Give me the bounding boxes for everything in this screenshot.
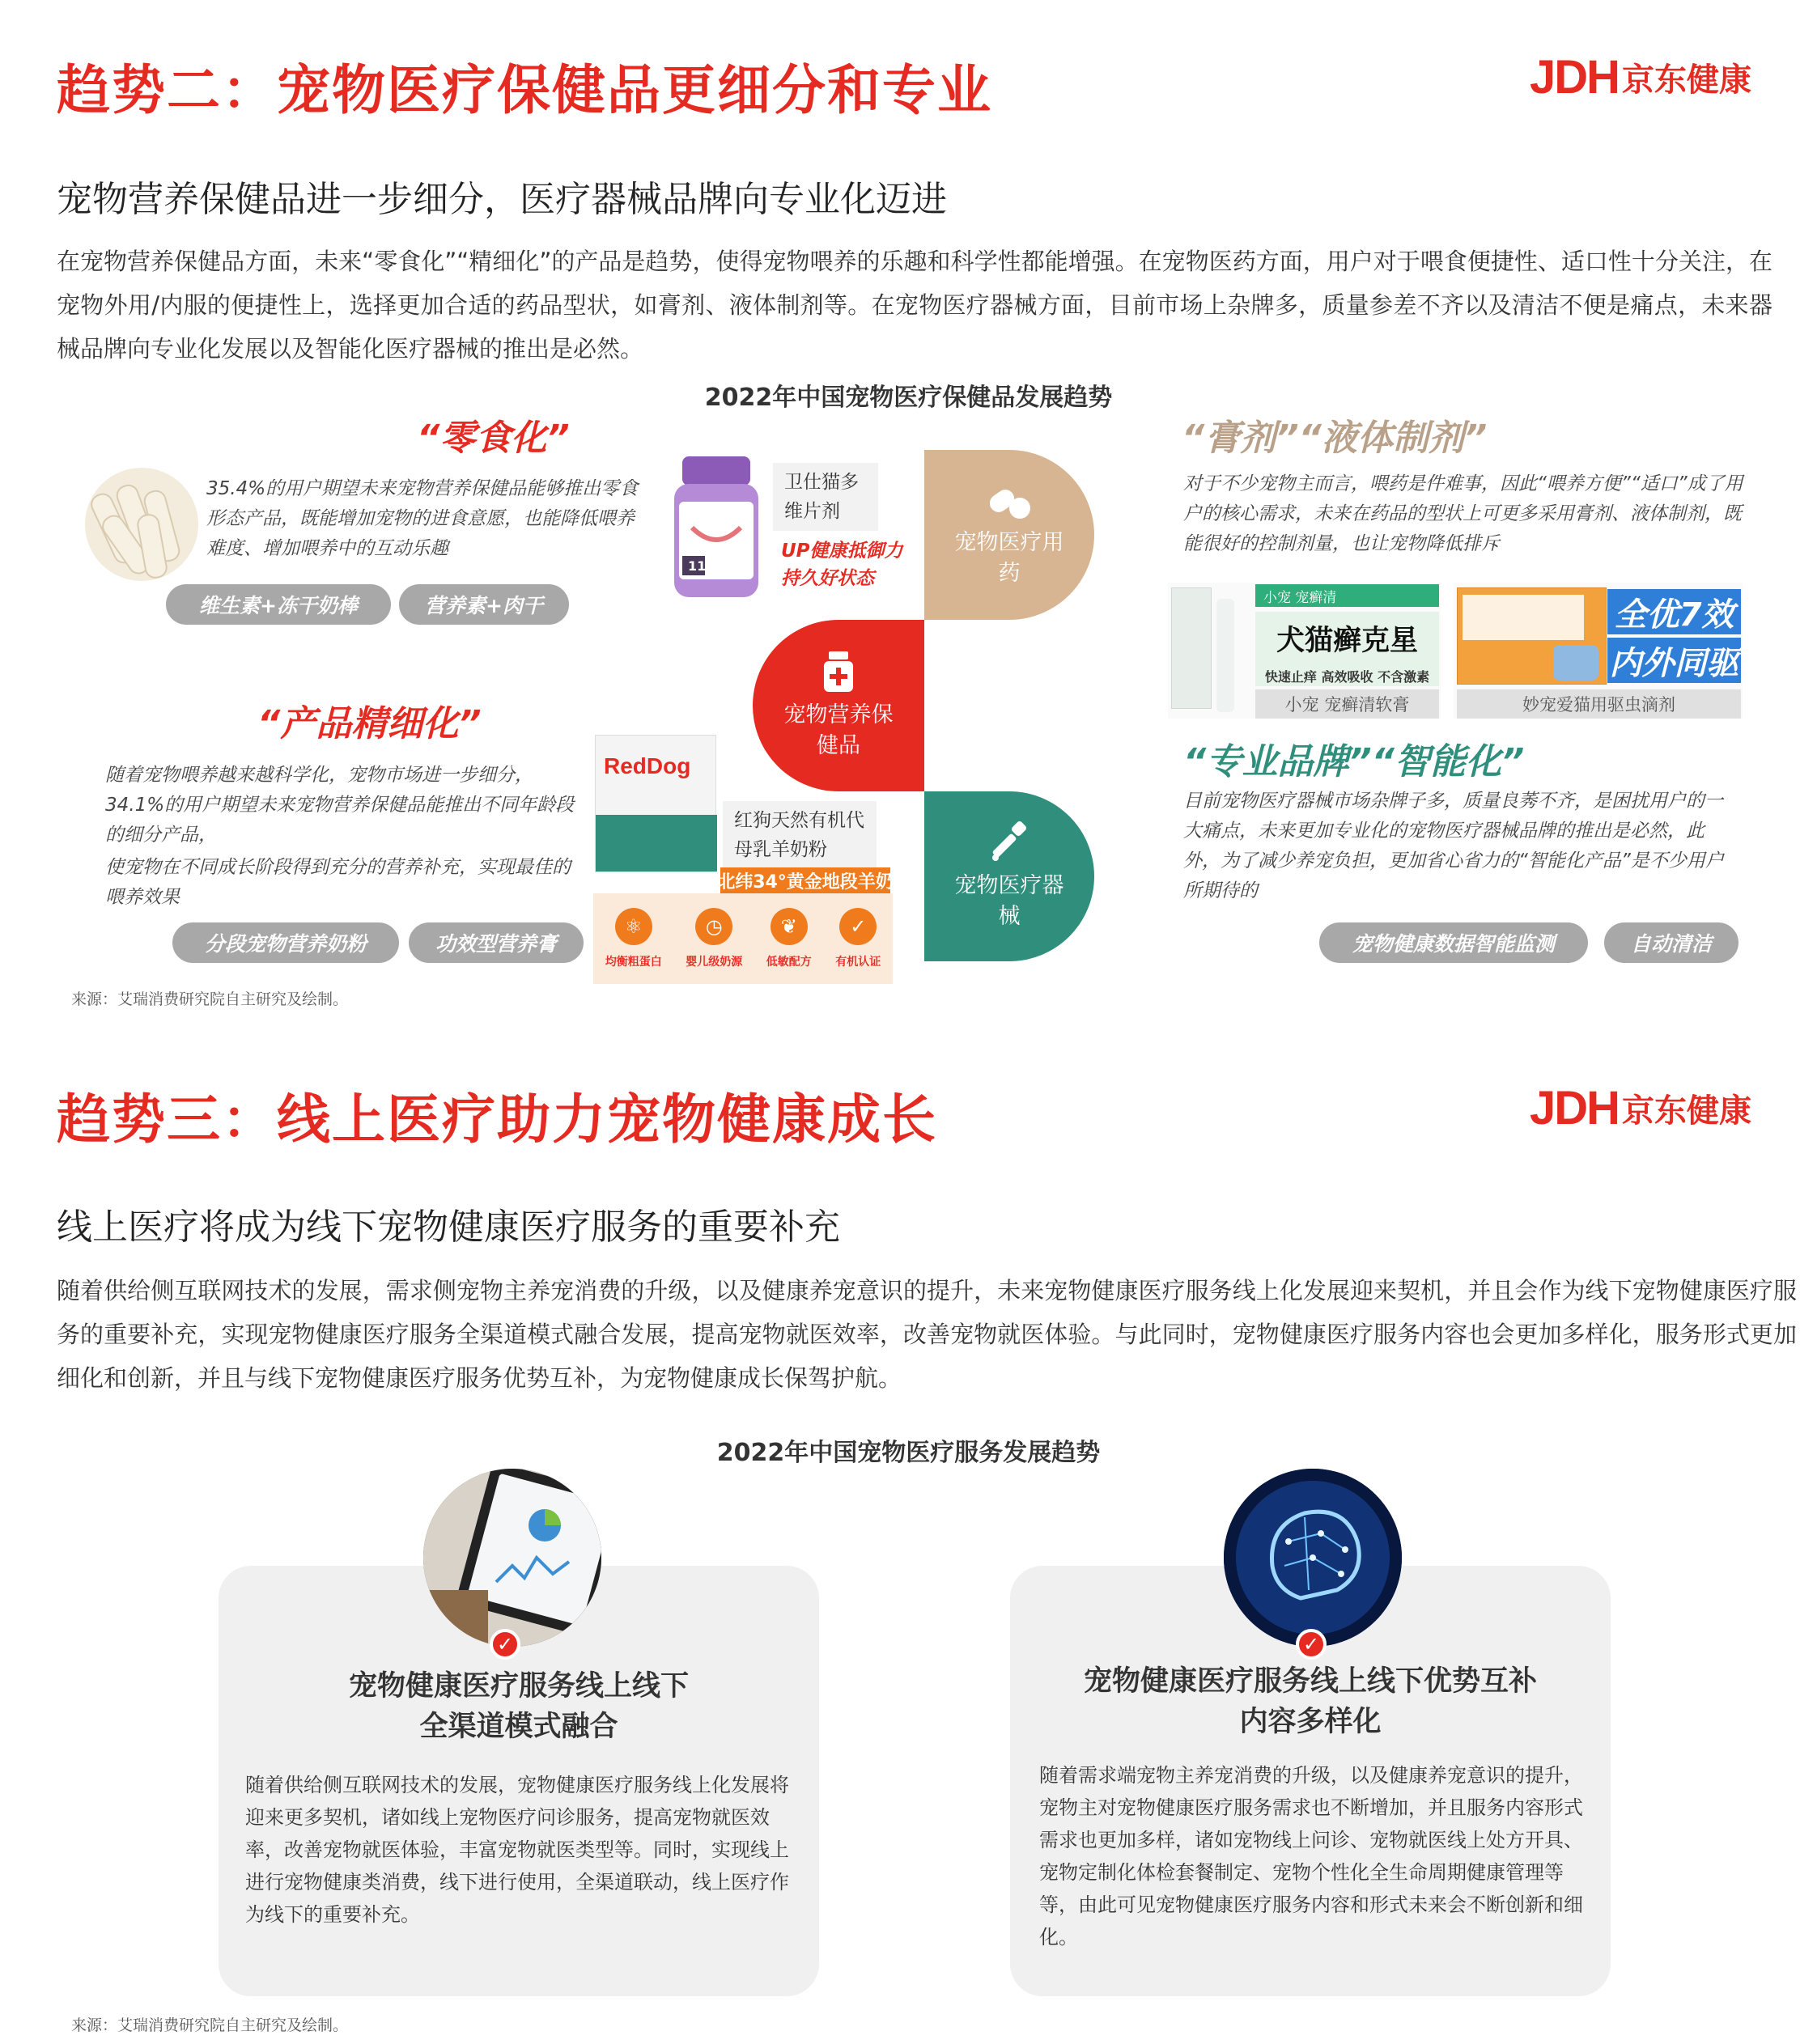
feature-infant-milk xyxy=(686,908,742,969)
nutrition-label: 宠物营养保健品 xyxy=(783,702,894,758)
section2-subhead: 宠物营养保健品进一步细分，医疗器械品牌向专业化迈进 xyxy=(57,179,947,220)
refine-text-1: 随着宠物喂养越来越科学化，宠物市场进一步细分，34.1%的用户期望未来宠物营养保健品能推出不同年龄段的细分产品， xyxy=(105,765,575,846)
reddog-box-image xyxy=(595,735,716,872)
check-icon: ✓ xyxy=(1296,1629,1327,1660)
dropper-box xyxy=(1457,587,1607,685)
feature-protein xyxy=(605,908,662,969)
pill-vitamin-milk-stick: 维生素+冻干奶棒 xyxy=(166,584,391,625)
jdh-logo-mark: JDH xyxy=(1530,51,1620,104)
reddog-brand: RedDog xyxy=(604,753,691,778)
snack-text: 35.4%的用户期望未来宠物营养保健品能够推出零食形态产品，既能增加宠物的进食意愿，也能降低喂养难度、增加喂养中的互动乐趣 xyxy=(206,478,639,559)
feature-label: 婴儿级奶源 xyxy=(686,956,743,969)
device-half-circle xyxy=(924,791,1094,961)
check-icon: ✓ xyxy=(490,1629,520,1660)
goat-milk-banner: 北纬34°黄金地段羊奶 xyxy=(720,867,890,893)
product1-label: 卫仕猫多维片剂 xyxy=(773,463,878,531)
ointment-name: 犬猫癣克星 xyxy=(1255,612,1439,665)
feature-label: 有机认证 xyxy=(835,956,881,969)
pills-icon xyxy=(986,481,1033,521)
cat-vitamin-bottle-image xyxy=(668,455,765,600)
paste-heading: “膏剂”“液体制剂” xyxy=(1182,418,1488,459)
ai-brain-image xyxy=(1224,1469,1402,1647)
section3-title: 趋势三：线上医疗助力宠物健康成长 xyxy=(57,1088,937,1151)
leaf-icon: ❦ xyxy=(771,908,808,945)
medicine-label: 宠物医疗用药 xyxy=(954,530,1064,586)
feature-low-allergy xyxy=(766,908,812,969)
ointment-tube xyxy=(1216,599,1234,712)
dropper-box-label xyxy=(1463,595,1584,640)
reddog-box-band xyxy=(596,815,717,871)
medicine-bottle-icon xyxy=(822,650,855,693)
section2-paragraph: 在宠物营养保健品方面，未来“零食化”“精细化”的产品是趋势，使得宠物喂养的乐趣和科学性都能增强。在宠物医药方面，用户对于喂食便捷性、适口性十分关注，在宠物外用/内服的便捷性上，选择更加合适的药品型状，如膏剂、液体制剂等。在宠物医疗器械方面，目前市场上杂牌多，质量参差不齐以及清洁不便是痛点，未来器械品牌向专业化发展以及智能化医疗器械的推出是必然。 xyxy=(57,248,1772,363)
dropper-big-text-2: 内外同驱 xyxy=(1607,638,1741,683)
jdh-logo-text: 京东健康 xyxy=(1622,1092,1752,1130)
pro-brand-heading: “专业品牌”“智能化” xyxy=(1183,741,1525,782)
bottle-number: 11 xyxy=(688,558,707,574)
section2-chart-title: 2022年中国宠物医疗保健品发展趋势 xyxy=(704,384,1113,412)
molecule-icon: ⚛ xyxy=(615,908,652,945)
pill-nutrient-jerky: 营养素+肉干 xyxy=(399,584,569,625)
timer-icon: ◷ xyxy=(695,908,732,945)
device-label: 宠物医疗器械 xyxy=(954,873,1064,929)
card-left-title-1: 宠物健康医疗服务线上线下 xyxy=(348,1670,689,1703)
shield-check-icon: ✓ xyxy=(839,908,877,945)
card-right-text: 随着需求端宠物主养宠消费的升级，以及健康养宠意识的提升，宠物主对宠物健康医疗服务需求也不断增加，并且服务内容形式需求也更加多样，诸如宠物线上问诊、宠物就医线上处方开具、宠物定制化体检套餐制定、宠物个性化全生命周期健康管理等等，由此可见宠物健康医疗服务内容和形式未来会不断创新和细化。 xyxy=(1039,1764,1583,1949)
product2-label: 红狗天然有机代母乳羊奶粉 xyxy=(723,801,877,869)
dropper-caption: 妙宠爱猫用驱虫滴剂 xyxy=(1457,689,1741,719)
ointment-caption: 小宠 宠癣清软膏 xyxy=(1255,689,1439,719)
paste-text: 对于不少宠物主而言，喂药是件难事，因此“喂养方便”“适口”成了用户的核心需求，未来在药品的型状上可更多采用膏剂、液体制剂，既能很好的控制剂量，也让宠物降低排斥 xyxy=(1183,473,1743,554)
dropper-big-text-1: 全优7效 xyxy=(1607,589,1741,634)
section3-chart-title: 2022年中国宠物医疗服务发展趋势 xyxy=(716,1439,1101,1467)
dropper-icon xyxy=(989,821,1029,864)
feature-organic xyxy=(835,908,881,969)
card-right-title-1: 宠物健康医疗服务线上线下优势互补 xyxy=(1083,1665,1537,1698)
section3-subhead: 线上医疗将成为线下宠物健康医疗服务的重要补充 xyxy=(57,1206,840,1248)
pro-brand-text: 目前宠物医疗器械市场杂牌子多，质量良莠不齐，是困扰用户的一大痛点，未来更加专业化的宠物医疗器械品牌的推出是必然，此外，为了减少养宠负担，更加省心省力的“智能化产品”是不少用户所期待的 xyxy=(1183,791,1724,901)
jdh-logo-2 xyxy=(1530,1081,1751,1135)
ointment-product-image xyxy=(1168,583,1441,719)
pill-auto-clean: 自动清洁 xyxy=(1604,922,1738,963)
product1-tag: UP健康抵御力持久好状态 xyxy=(781,541,903,589)
ointment-box xyxy=(1171,587,1212,709)
tablet-chart-image xyxy=(423,1469,601,1647)
cat-photo xyxy=(1553,645,1598,681)
jdh-logo-mark: JDH xyxy=(1530,1082,1620,1134)
bottle-icon xyxy=(668,455,765,600)
feature-label: 低敏配方 xyxy=(766,956,812,969)
refine-text-2: 使宠物在不同成长阶段得到充分的营养补充，实现最佳的喂养效果 xyxy=(105,857,571,908)
nutrition-half-circle xyxy=(753,620,924,791)
pill-functional-paste: 功效型营养膏 xyxy=(409,922,584,963)
section2-title: 趋势二：宠物医疗保健品更细分和专业 xyxy=(57,59,992,121)
card-right-title-2: 内容多样化 xyxy=(1239,1706,1382,1738)
dropper-product-image xyxy=(1454,583,1743,719)
tablet-analytics-icon xyxy=(423,1469,601,1647)
section2-source: 来源：艾瑞消费研究院自主研究及绘制。 xyxy=(71,990,349,1008)
card-left-title-2: 全渠道模式融合 xyxy=(419,1711,618,1743)
pill-stage-milk-powder: 分段宠物营养奶粉 xyxy=(172,922,399,963)
jdh-logo xyxy=(1530,50,1751,104)
freeze-dried-snack-image xyxy=(85,468,198,581)
ai-brain-icon xyxy=(1224,1469,1402,1647)
refine-heading: “产品精细化” xyxy=(257,703,482,744)
feature-label: 均衡粗蛋白 xyxy=(605,956,662,969)
ointment-sub: 快速止痒 高效吸收 不含激素 xyxy=(1255,665,1439,686)
jdh-logo-text: 京东健康 xyxy=(1622,61,1752,99)
pill-smart-monitoring: 宠物健康数据智能监测 xyxy=(1319,922,1588,963)
snack-heading: “零食化” xyxy=(417,418,570,459)
milk-feature-strip xyxy=(593,893,893,984)
section3-paragraph: 随着供给侧互联网技术的发展，需求侧宠物主养宠消费的升级，以及健康养宠意识的提升，未来宠物健康医疗服务线上化发展迎来契机，并且会作为线下宠物健康医疗服务的重要补充，实现宠物健康医疗服务全渠道模式融合发展，提高宠物就医效率，改善宠物就医体验。与此同时，宠物健康医疗服务内容也会更加多样化，服务形式更加细化和创新，并且与线下宠物健康医疗服务优势互补，为宠物健康成长保驾护航。 xyxy=(57,1277,1797,1392)
section3-source: 来源：艾瑞消费研究院自主研究及绘制。 xyxy=(71,2016,349,2034)
card-left-text: 随着供给侧互联网技术的发展，宠物健康医疗服务线上化发展将迎来更多契机，诸如线上宠物医疗问诊服务，提高宠物就医效率，改善宠物就医体验，丰富宠物就医类型等。同时，实现线上进行宠物健康类消费，线下进行使用，全渠道联动，线上医疗作为线下的重要补充。 xyxy=(245,1774,789,1926)
ointment-top-band: 小宠 宠癣清 xyxy=(1255,584,1439,607)
snack-sticks-icon xyxy=(85,468,198,581)
medicine-half-circle xyxy=(924,450,1094,620)
